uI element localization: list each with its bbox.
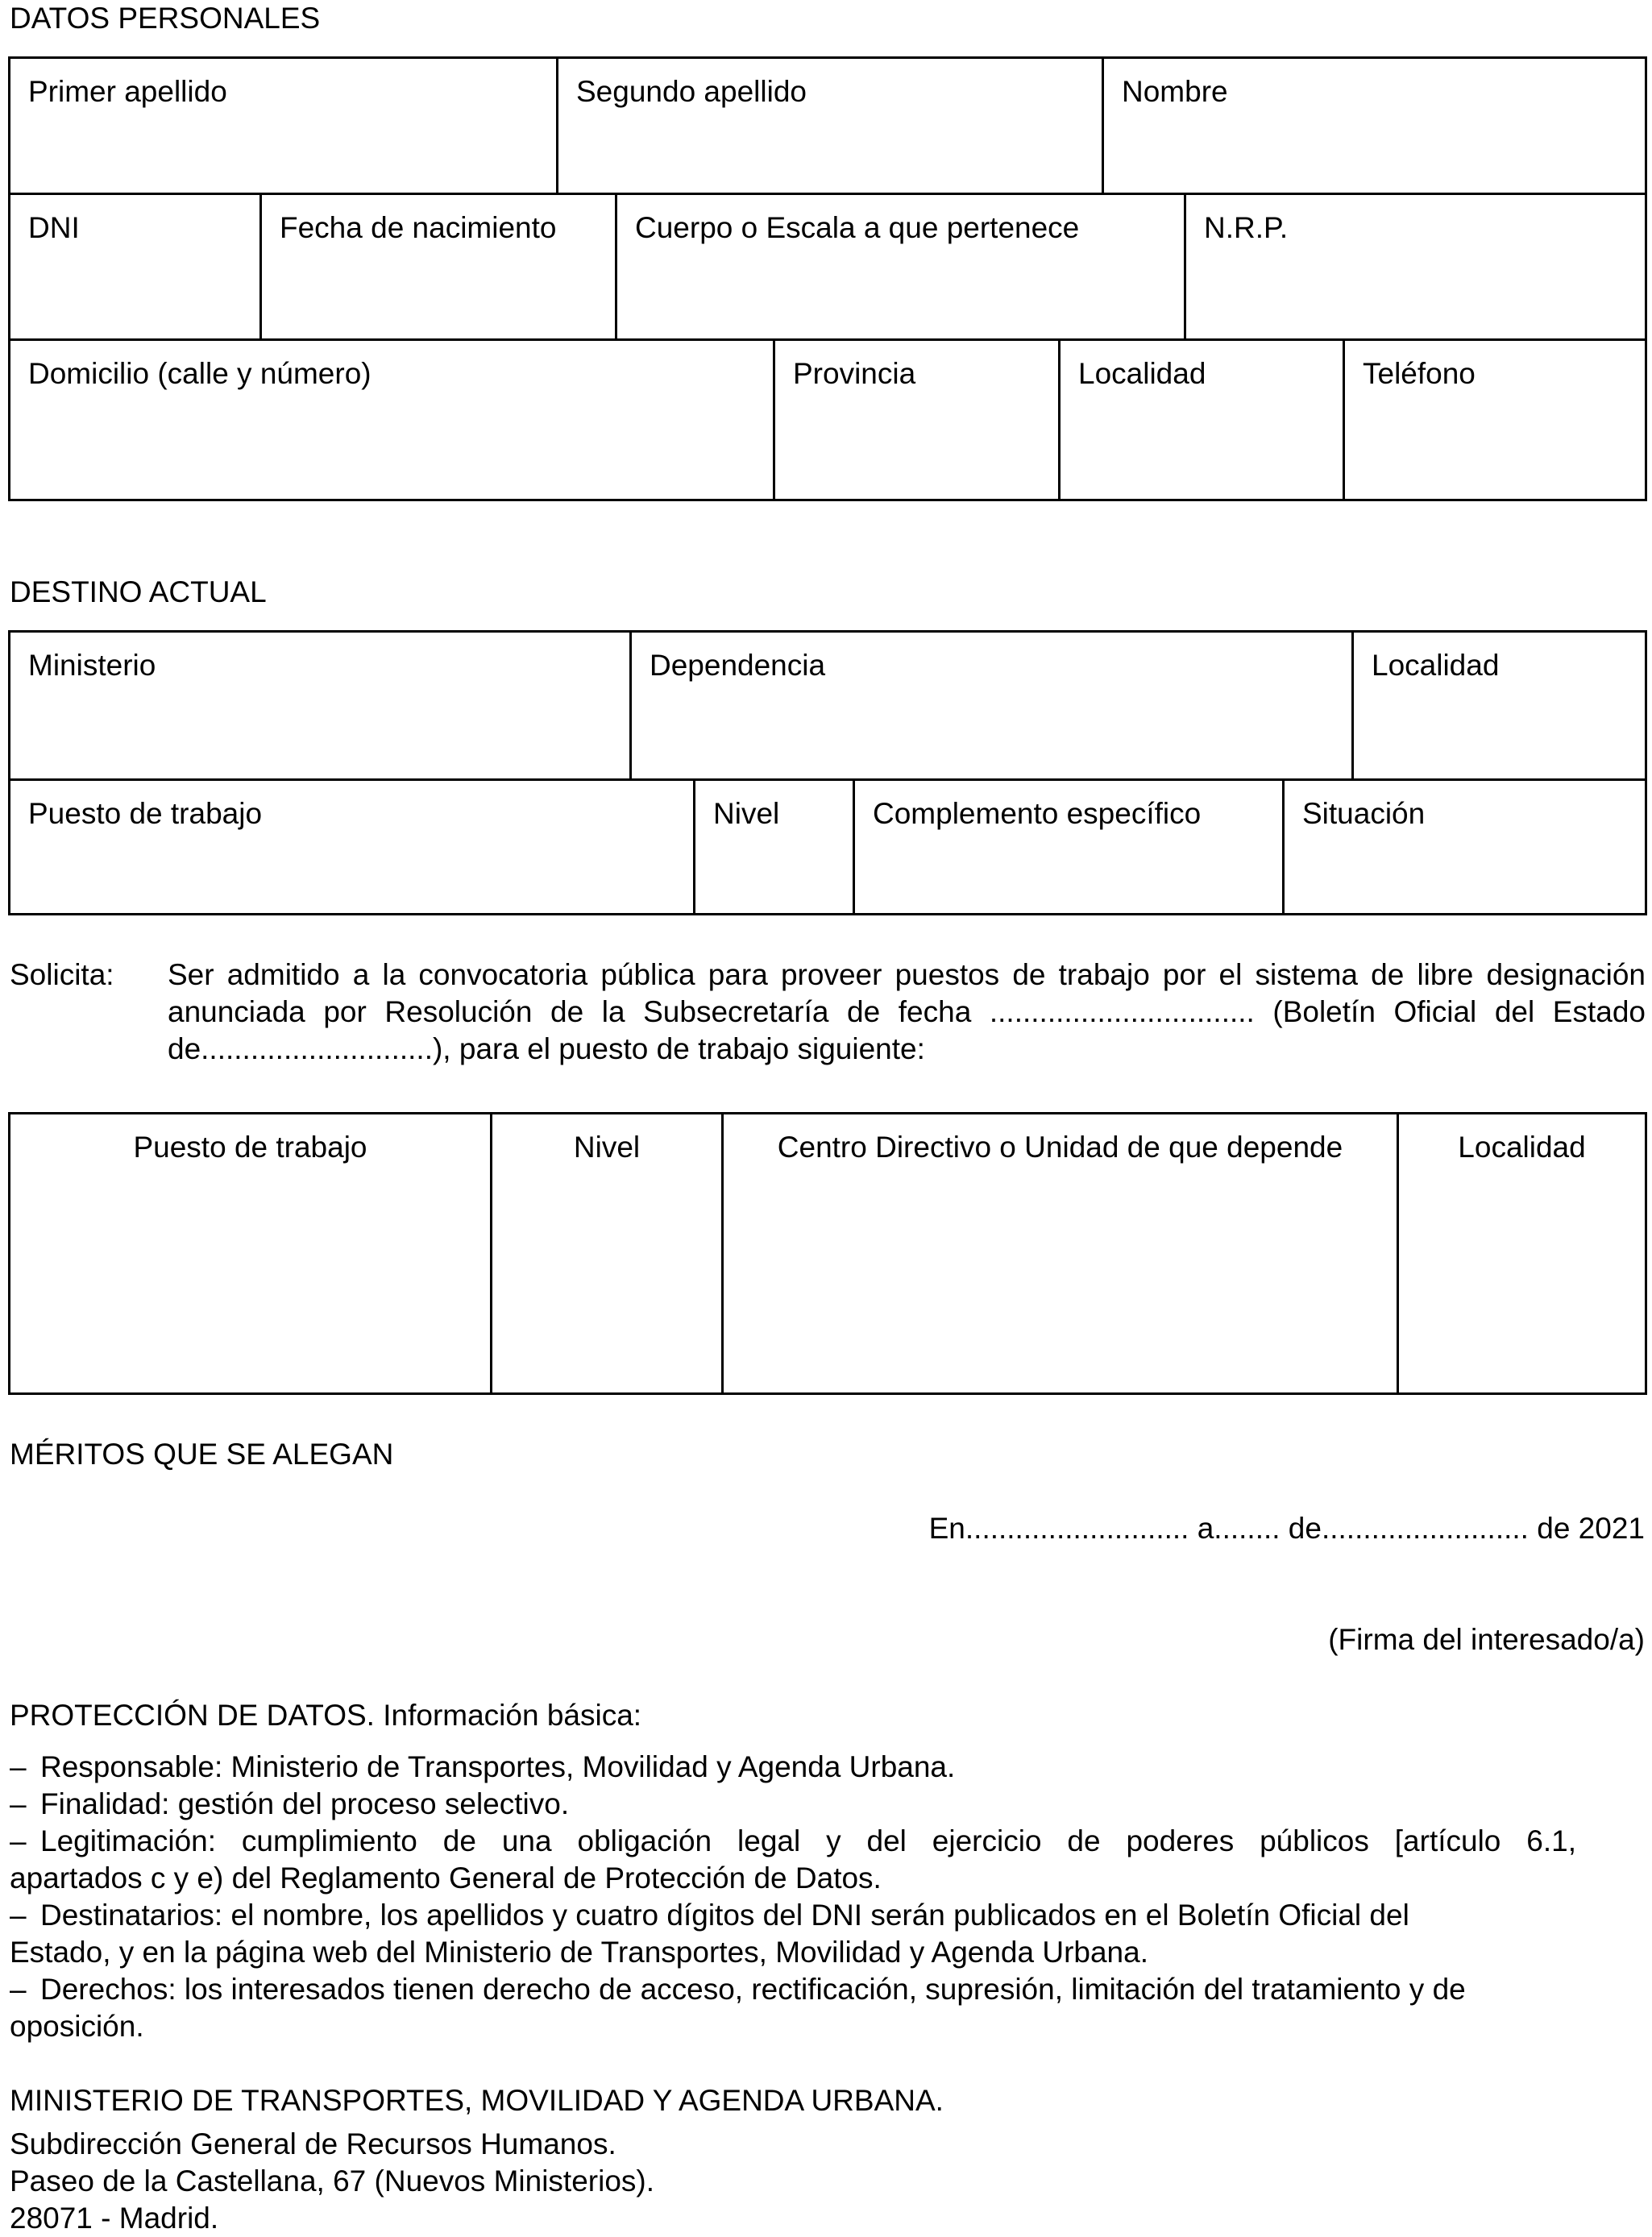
meritos-heading: MÉRITOS QUE SE ALEGAN bbox=[10, 1438, 394, 1471]
provincia-field[interactable] bbox=[773, 341, 1058, 499]
domicilio-field[interactable] bbox=[10, 341, 773, 499]
destino-row-2 bbox=[10, 778, 1645, 913]
destino-heading: DESTINO ACTUAL bbox=[10, 575, 267, 608]
proteccion-item-destinatarios: Destinatarios: el nombre, los apellidos y cuatro dígitos del DNI serán publicados en el Boletín Oficial del bbox=[40, 1899, 1409, 1932]
provincia-label: Provincia bbox=[793, 357, 916, 390]
puesto-table-centro-field[interactable] bbox=[721, 1114, 1397, 1392]
proteccion-item-destinatarios-cont: Estado, y en la página web del Ministerio de Transportes, Movilidad y Agenda Urbana. bbox=[10, 1936, 1148, 1969]
firma-label: (Firma del interesado/a) bbox=[1328, 1623, 1645, 1656]
fecha-line: En........................... a........ de......................... de 2021 bbox=[928, 1512, 1645, 1545]
puesto-label: Puesto de trabajo bbox=[28, 797, 263, 830]
solicita-line-1: Ser admitido a la convocatoria pública para proveer puestos de trabajo por el sistema de libre designación bbox=[168, 958, 1646, 991]
proteccion-item-responsable: Responsable: Ministerio de Transportes, Movilidad y Agenda Urbana. bbox=[40, 1750, 956, 1783]
personal-row-2 bbox=[10, 193, 1645, 338]
puesto-table-puesto-label: Puesto de trabajo bbox=[133, 1131, 367, 1164]
proteccion-item-legitimacion: Legitimación: cumplimiento de una obligación legal y del ejercicio de poderes públicos [artículo 6.1, bbox=[40, 1824, 1576, 1857]
destino-table bbox=[8, 630, 1647, 915]
nombre-label: Nombre bbox=[1122, 75, 1228, 108]
personal-heading: DATOS PERSONALES bbox=[10, 2, 321, 35]
primer-apellido-field[interactable] bbox=[10, 59, 556, 193]
complemento-label: Complemento específico bbox=[873, 797, 1202, 830]
destino-row-1 bbox=[10, 633, 1645, 778]
puesto-table-localidad-label: Localidad bbox=[1458, 1131, 1586, 1164]
dni-field[interactable] bbox=[10, 195, 259, 338]
proteccion-item-derechos: Derechos: los interesados tienen derecho de acceso, rectificación, supresión, limitación del tratamiento y de bbox=[40, 1973, 1466, 2006]
segundo-apellido-field[interactable] bbox=[556, 59, 1102, 193]
solicita-line-3: de............................), para el puesto de trabajo siguiente: bbox=[168, 1032, 925, 1065]
nombre-field[interactable] bbox=[1102, 59, 1645, 193]
nrp-field[interactable] bbox=[1184, 195, 1645, 338]
destino-localidad-field[interactable] bbox=[1351, 633, 1645, 778]
proteccion-item-derechos-cont: oposición. bbox=[10, 2010, 144, 2043]
nrp-label: N.R.P. bbox=[1204, 211, 1289, 244]
proteccion-dash: – bbox=[10, 1973, 27, 2006]
puesto-table-nivel-field[interactable] bbox=[490, 1114, 721, 1392]
ministerio-field[interactable] bbox=[10, 633, 629, 778]
primer-apellido-label: Primer apellido bbox=[28, 75, 227, 108]
proteccion-item-finalidad: Finalidad: gestión del proceso selectivo. bbox=[40, 1787, 570, 1820]
proteccion-dash: – bbox=[10, 1899, 27, 1932]
destino-localidad-label: Localidad bbox=[1372, 649, 1500, 682]
ministerio-label: Ministerio bbox=[28, 649, 156, 682]
telefono-field[interactable] bbox=[1343, 341, 1645, 499]
puesto-table-nivel-label: Nivel bbox=[573, 1131, 641, 1164]
telefono-label: Teléfono bbox=[1363, 357, 1476, 390]
dependencia-label: Dependencia bbox=[650, 649, 826, 682]
puesto-table-localidad-field[interactable] bbox=[1397, 1114, 1645, 1392]
domicilio-label: Domicilio (calle y número) bbox=[28, 357, 371, 390]
solicita-label: Solicita: bbox=[10, 958, 114, 991]
fecha-nacimiento-field[interactable] bbox=[259, 195, 615, 338]
ministerio-name: MINISTERIO DE TRANSPORTES, MOVILIDAD Y AGENDA URBANA. bbox=[10, 2084, 944, 2117]
cuerpo-escala-label: Cuerpo o Escala a que pertenece bbox=[635, 211, 1080, 244]
complemento-field[interactable] bbox=[853, 781, 1282, 913]
situacion-field[interactable] bbox=[1282, 781, 1645, 913]
fecha-nacimiento-label: Fecha de nacimiento bbox=[280, 211, 557, 244]
dependencia-field[interactable] bbox=[629, 633, 1351, 778]
situacion-label: Situación bbox=[1302, 797, 1426, 830]
personal-table bbox=[8, 56, 1647, 501]
puesto-table-puesto-field[interactable] bbox=[10, 1114, 490, 1392]
dni-label: DNI bbox=[28, 211, 80, 244]
localidad-field[interactable] bbox=[1058, 341, 1343, 499]
puesto-table bbox=[8, 1112, 1647, 1395]
nivel-field[interactable] bbox=[693, 781, 853, 913]
proteccion-dash: – bbox=[10, 1824, 27, 1857]
personal-row-3 bbox=[10, 338, 1645, 499]
proteccion-heading: PROTECCIÓN DE DATOS. Información básica: bbox=[10, 1699, 642, 1732]
subdireccion: Subdirección General de Recursos Humanos. bbox=[10, 2127, 616, 2160]
proteccion-dash: – bbox=[10, 1750, 27, 1783]
proteccion-item-legitimacion-cont: apartados c y e) del Reglamento General de Protección de Datos. bbox=[10, 1861, 882, 1895]
puesto-table-centro-label: Centro Directivo o Unidad de que depende bbox=[777, 1131, 1343, 1164]
address-city: 28071 - Madrid. bbox=[10, 2202, 219, 2235]
cuerpo-escala-field[interactable] bbox=[615, 195, 1184, 338]
localidad-label: Localidad bbox=[1078, 357, 1206, 390]
proteccion-dash: – bbox=[10, 1787, 27, 1820]
nivel-label: Nivel bbox=[713, 797, 780, 830]
segundo-apellido-label: Segundo apellido bbox=[576, 75, 807, 108]
address-street: Paseo de la Castellana, 67 (Nuevos Ministerios). bbox=[10, 2164, 654, 2198]
solicita-line-2: anunciada por Resolución de la Subsecretaría de fecha ................................ (Boletín Oficial del Estado bbox=[168, 995, 1646, 1028]
puesto-field[interactable] bbox=[10, 781, 693, 913]
personal-row-1 bbox=[10, 59, 1645, 193]
puesto-table-row bbox=[10, 1114, 1645, 1392]
